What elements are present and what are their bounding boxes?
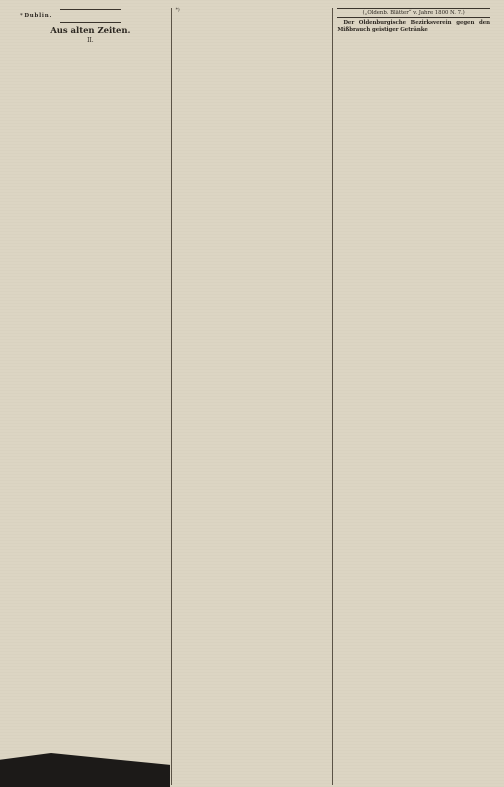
source-caption: („Oldenb. Blätter“ v. Jahre 1800 N. 7.) [337,8,490,18]
news-dublin-title: Dublin. [24,13,53,19]
news-heading: Der Oldenburgische Bezirksverein gegen den Mißbrauch geistiger Getränke [337,20,490,33]
column-1 [10,6,171,787]
column-layout [10,6,494,787]
column-2 [172,6,333,787]
column-3 [333,6,494,787]
article-part: II. [87,37,94,45]
separator [60,22,121,23]
news-dublin: * Dublin. [20,13,53,19]
article-heading: Aus alten Zeiten. [50,26,131,37]
separator [60,9,121,10]
footnote: *) [175,8,180,13]
